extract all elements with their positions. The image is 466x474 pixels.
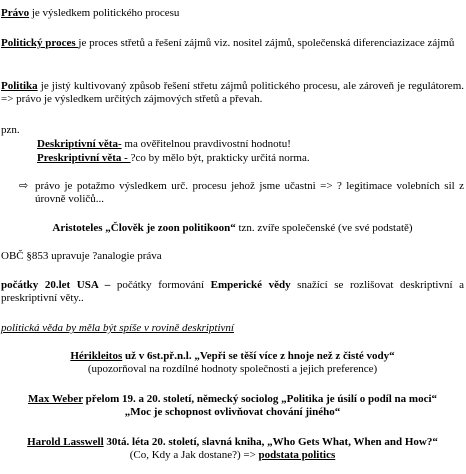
right-arrow-icon: ⇨	[19, 180, 29, 192]
aristoteles-quote: Aristoteles „Člověk je zoon politikoon“	[52, 222, 236, 234]
term-empericke-vedy: Emperické vědy	[210, 279, 291, 291]
term-podstata-politics: podstata politics	[258, 449, 336, 461]
term-pravo: Právo	[1, 7, 30, 19]
term-preskriptivni: Preskriptivní věta -	[37, 152, 131, 164]
herikleitos-note: (upozorňoval na rozdílné hodnoty společnosti a jejich preference)	[87, 363, 378, 375]
paragraph-aristoteles	[0, 222, 466, 235]
term-deskriptivni: Deskriptivní věta-	[37, 138, 122, 150]
paragraph-harold-lasswell	[0, 436, 466, 462]
name-harold-lasswell: Harold Lasswell	[27, 436, 104, 448]
paragraph-obc: OBČ §853 upravuje ?analogie práva	[1, 250, 162, 262]
pocatky-lead: počátky 20.let USA –	[1, 279, 111, 291]
term-politicky-proces: Politický proces	[1, 37, 79, 49]
arrow-bullet-text: právo je potažmo výsledkem urč. procesu jehož jsme učastni => ? legitimace volebních sil z úrovně voličů...	[35, 180, 464, 205]
lasswell-quote: 30tá. léta 20. století, slavná kniha, „Who Gets What, When and How?“	[103, 436, 438, 448]
paragraph-max-weber	[0, 393, 466, 419]
text-politika: je jistý kultivovaný způsob řešení střetu zájmů politického procesu, ale zároveň je regulátorem. => právo je výsledkem určitých zájmových střetů a převah.	[1, 80, 464, 105]
herikleitos-quote: už v 6st.př.n.l. „Vepři se těší více z hnoje než z čisté vody“	[122, 350, 395, 362]
note-label: pzn.	[1, 124, 20, 136]
paragraph-pocatky: počátky 20.let USA – počátky formování Emperické vědy snažící se rozlišovat deskriptivní a preskriptivní věty..	[1, 279, 464, 304]
name-max-weber: Max Weber	[27, 393, 83, 405]
text-politicky-proces: je proces střetů a řešení zájmů viz. nositel zájmů, společenská diferenciazizace zájmů	[78, 37, 455, 49]
name-herikleitos: Hérikleitos	[70, 350, 123, 362]
paragraph-politicka-veda: politická věda by měla být spíše v rovině deskriptivní	[1, 322, 234, 334]
term-politika: Politika	[1, 80, 38, 92]
text-deskriptivni: ma ověřitelnou pravdivostní hodnotu!	[121, 138, 291, 150]
paragraph-politika	[0, 80, 466, 106]
definition-deskriptivni	[0, 138, 466, 151]
text-preskriptivni: ?co by mělo být, prakticky určitá norma.	[130, 152, 310, 164]
lasswell-translation: (Co, Kdy a Jak dostane?) =>	[129, 449, 259, 461]
weber-second-quote: „Moc je schopnost ovlivňovat chování jiného“	[124, 406, 341, 418]
definition-preskriptivni	[0, 152, 466, 165]
text-pravo: je výsledkem politického procesu	[29, 7, 180, 19]
paragraph-pravo	[0, 7, 466, 20]
paragraph-politicky-proces	[0, 37, 466, 50]
arrow-bullet-paragraph	[0, 180, 466, 206]
aristoteles-explanation: tzn. zvíře společenské (ve své podstatě)	[235, 222, 413, 234]
paragraph-herikleitos	[0, 350, 466, 376]
weber-quote: přelom 19. a 20. století, německý sociolog „Politika je úsilí o podíl na moci“	[82, 393, 438, 405]
